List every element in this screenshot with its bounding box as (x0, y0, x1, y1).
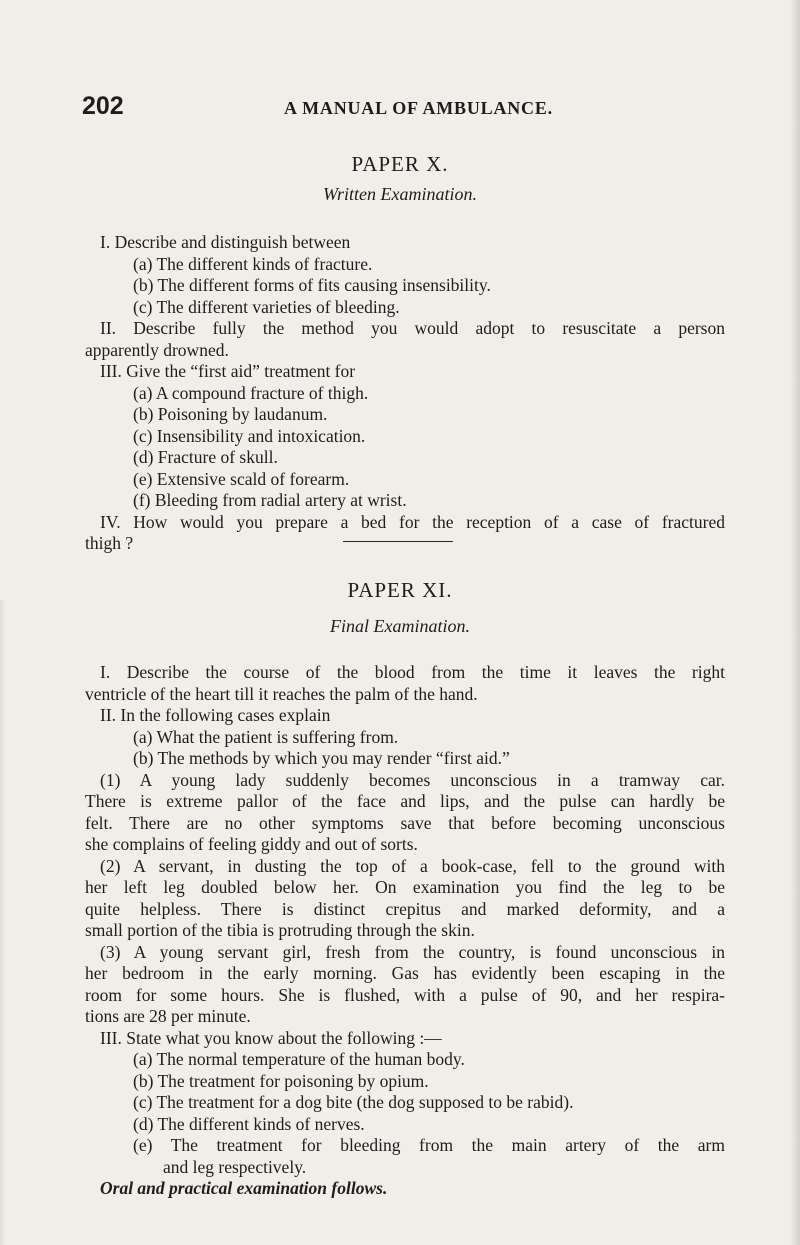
text-line: (a) A compound fracture of thigh. (133, 382, 369, 403)
section-divider (343, 541, 453, 542)
paper-xi-subtitle: Final Examination. (330, 616, 470, 636)
text-line: felt. There are no other symptoms save that before becoming unconscious (85, 812, 725, 833)
text-line: her bedroom in the early morning. Gas has evidently been escaping in the (85, 963, 725, 983)
text-line: (d) The different kinds of nerves. (133, 1113, 365, 1134)
text-line: (a) The normal temperature of the human body. (133, 1049, 465, 1069)
text-line: quite helpless. There is distinct crepitus and marked deformity, and a (85, 898, 725, 919)
text-line: (3) A young servant girl, fresh from the country, is found unconscious in (100, 941, 725, 962)
text-line: (e) The treatment for bleeding from the main artery of the arm (133, 1135, 725, 1155)
text-line: room for some hours. She is flushed, with a pulse of 90, and her respira- (85, 984, 725, 1005)
text-line: (b) The different forms of fits causing insensibility. (133, 275, 491, 295)
text-line: II. In the following cases explain (100, 705, 331, 725)
text-line: small portion of the tibia is protruding through the skin. (85, 920, 475, 940)
text-line: There is extreme pallor of the face and lips, and the pulse can hardly be (85, 791, 725, 811)
text-line: (f) Bleeding from radial artery at wrist. (133, 490, 407, 510)
text-line: and leg respectively. (163, 1156, 307, 1177)
text-line: III. Give the “first aid” treatment for (100, 361, 356, 381)
text-line: (c) Insensibility and intoxication. (133, 425, 366, 446)
paper-x-subtitle: Written Examination. (323, 184, 477, 204)
text-line: thigh ? (85, 533, 134, 553)
text-line: her left leg doubled below her. On examination you find the leg to be (85, 877, 725, 897)
text-line: (b) Poisoning by laudanum. (133, 404, 328, 424)
text-line: (c) The different varieties of bleeding. (133, 296, 400, 317)
text-line: tions are 28 per minute. (85, 1006, 251, 1026)
text-line: (a) What the patient is suffering from. (133, 726, 399, 747)
paper-xi-title: PAPER XI. (347, 578, 453, 602)
running-title: A MANUAL OF AMBULANCE. (284, 98, 553, 118)
paper-x-questions (85, 232, 725, 555)
text-line: (d) Fracture of skull. (133, 447, 278, 467)
paper-x-title: PAPER X. (351, 152, 449, 176)
text-line: (a) The different kinds of fracture. (133, 253, 373, 274)
text-line: (e) Extensive scald of forearm. (133, 468, 350, 489)
text-line: IV. How would you prepare a bed for the reception of a case of fractured (100, 511, 725, 532)
page-number: 202 (82, 92, 124, 120)
text-line: II. Describe fully the method you would adopt to resuscitate a person (100, 318, 725, 338)
paper-xi-questions (85, 662, 725, 1200)
text-line: (c) The treatment for a dog bite (the dog supposed to be rabid). (133, 1092, 574, 1112)
text-line: III. State what you know about the following :— (100, 1027, 442, 1048)
text-line: I. Describe and distinguish between (100, 232, 351, 252)
text-line: (b) The treatment for poisoning by opium. (133, 1070, 429, 1091)
text-line: (b) The methods by which you may render “first aid.” (133, 748, 510, 768)
page-left-shadow (0, 600, 6, 1245)
text-line: apparently drowned. (85, 339, 229, 360)
text-line: she complains of feeling giddy and out of sorts. (85, 834, 418, 854)
text-line: I. Describe the course of the blood from the time it leaves the right (100, 662, 725, 682)
text-line: ventricle of the heart till it reaches the palm of the hand. (85, 683, 478, 704)
page-header (0, 92, 800, 122)
text-line: Oral and practical examination follows. (100, 1178, 388, 1198)
text-line: (1) A young lady suddenly becomes unconscious in a tramway car. (100, 769, 725, 790)
text-line: (2) A servant, in dusting the top of a book-case, fell to the ground with (100, 855, 725, 876)
